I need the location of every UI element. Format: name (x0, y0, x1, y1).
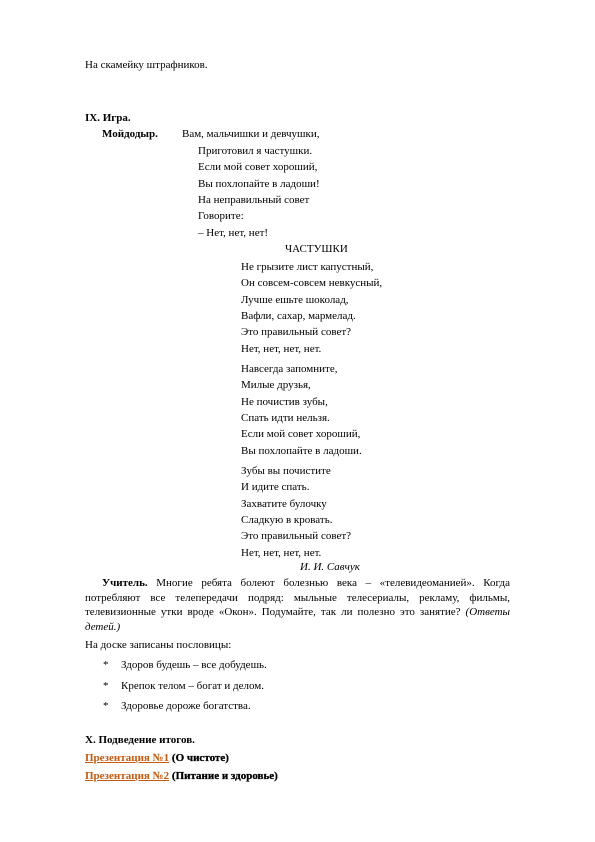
teacher-paragraph (85, 576, 510, 634)
poem-line: Не грызите лист капустный, (241, 261, 374, 273)
poem-line: Спать идти нельзя. (241, 412, 330, 424)
poem-line: Милые друзья, (241, 379, 311, 391)
poem-line: Если мой совет хороший, (241, 428, 361, 440)
presentation-link-row (85, 769, 278, 783)
list-item (103, 699, 251, 713)
asterisk-bullet-icon: * (103, 659, 109, 671)
poem-title: ЧАСТУШКИ (285, 243, 348, 255)
poem-line: Это правильный совет? (241, 530, 352, 542)
speech-line: – Нет, нет, нет! (198, 227, 269, 239)
poem-line: Нет, нет, нет, нет. (241, 547, 322, 559)
presentation-1-caption: (О чистоте) (169, 752, 229, 764)
poem-line: Сладкую в кровать. (241, 514, 333, 526)
list-item (103, 679, 264, 693)
poem-line: Захватите булочку (241, 498, 327, 510)
board-line: На доске записаны пословицы: (85, 639, 232, 651)
speaker-name: Мойдодыр. (102, 128, 158, 140)
proverb-text: Крепок телом – богат и делом. (121, 680, 264, 692)
proverb-text: Здоровье дороже богатства. (121, 700, 251, 712)
asterisk-bullet-icon: * (103, 700, 109, 712)
list-item (103, 658, 267, 672)
proverb-text: Здоров будешь – все добудешь. (121, 659, 267, 671)
poem-line: Навсегда запомните, (241, 363, 338, 375)
teacher-text: Многие ребята болеют болезнью века – «телевидеоманией». Когда потребляют все телепередачи подряд: мыльные телесериалы, рекламу, фильмы, телевизионные утки вроде «Окон». Подумайте, так ли полезно это занятие? (85, 577, 510, 618)
presentation-1-link[interactable]: Презентация №1 (85, 752, 170, 764)
asterisk-bullet-icon: * (103, 680, 109, 692)
speech-line: Приготовил я частушки. (198, 145, 313, 157)
presentation-2-caption: (Питание и здоровье) (169, 770, 278, 782)
speech-line: Вы похлопайте в ладоши! (198, 178, 320, 190)
speech-line: Вам, мальчишки и девчушки, (182, 128, 320, 140)
teacher-label: Учитель. (102, 577, 148, 589)
poem-line: Это правильный совет? (241, 326, 352, 338)
poem-line: И идите спать. (241, 481, 310, 493)
section-10-heading: X. Подведение итогов. (85, 734, 195, 746)
intro-line: На скамейку штрафников. (85, 59, 208, 71)
presentation-link-row (85, 751, 229, 765)
poem-author: И. И. Савчук (300, 561, 360, 573)
poem-line: Лучше ешьте шоколад, (241, 294, 349, 306)
speech-line: Говорите: (198, 210, 244, 222)
speech-line: На неправильный совет (198, 194, 310, 206)
poem-line: Вафли, сахар, мармелад. (241, 310, 356, 322)
presentation-2-link[interactable]: Презентация №2 (85, 770, 170, 782)
section-9-heading: IX. Игра. (85, 112, 131, 124)
poem-line: Вы похлопайте в ладоши. (241, 445, 362, 457)
poem-line: Зубы вы почистите (241, 465, 331, 477)
poem-line: Он совсем-совсем невкусный, (241, 277, 383, 289)
poem-line: Нет, нет, нет, нет. (241, 343, 322, 355)
teacher-note: (Ответы детей.) (85, 606, 510, 633)
poem-line: Не почистив зубы, (241, 396, 328, 408)
speech-line: Если мой совет хороший, (198, 161, 318, 173)
